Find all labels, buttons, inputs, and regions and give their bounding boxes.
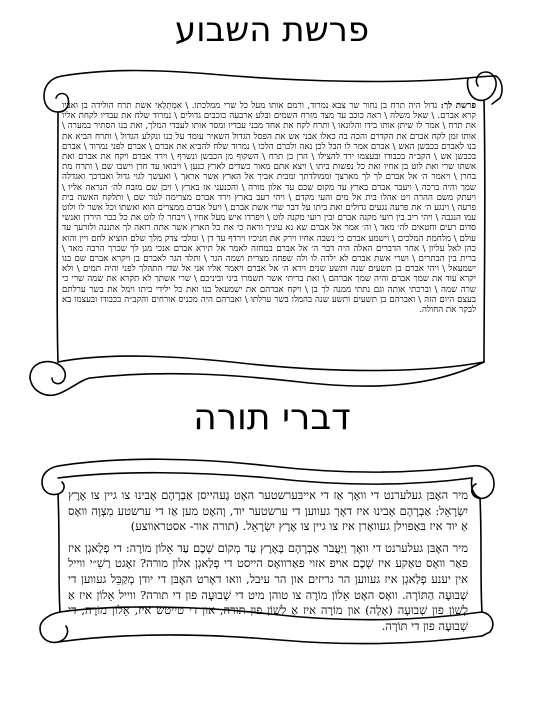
- bottom-section-body: [68, 488, 468, 633]
- bottom-section-paragraph-2: מיר האָבּן געלערנט די וואָך וַיַּעֲבֹר אַבְרָהָם בָּאָרֶץ עַד מְקוֹם שְׁכֶם עַד אֵלוֹן מוֹרֶה: די פְלַאגְן איז פאַר וואָס טאַקע איז שְׁכֶם אויפ אזוי פאַרוואָס הייסט די פְלַאגְן אלון מורה? זאָגט רַשִׁ״י ווייל אין יענע פְלַאגְן איז געווען הר גריזים און הר עיבל, וואו דאָרט האָבּן די יודן מְקַבֵּל געווען די שְׁבוּעָה הַתּוֹרָה. וואָס האָט אֵלוֹן מוֹרֶה צו טוהן מיט די שְׁבוּעָה פון די תורה? ווייל אֵלוֹן איז אַ לָשׁוֹן פון שְׁבוּעָה (אָלָה) און מוֹרֶה איז אַ לָשׁוֹן פון תורה, און די טייטש איז, אֵלוֹן מוֹרֶה, די שְׁבוּעָה פון די תּוֹרָה.: [68, 540, 468, 633]
- top-section-lead: פרשת לך:: [440, 101, 476, 111]
- top-section-text: גדול היה תרח בן נחור שר צבא נמרוד, ורמם אותו מעל כל שרי ממלכתו. \ אִמְתְלַאִי אשת תרח הולידה בן ואביו קרא אברם. \ שאל משלה \ ראה כוכב עד מצד מזרח השמים ובלע ארבעה כוכבים גדולים \ נמרוד שלח את עבדיו לקחת אליו את תרח \ אמר לו שיתן אותו בידו והלונאו \ ותרח לקח את אחד מבני עבדיו ומסר אותו לעבדי המלך, ואת בנו הסתיר במערה \ אותו זמן לקח אברם את הקדרם והכה בה כאלו אבני אש את הפסל הגדול השאיר עומד על כנו ונקלע הגדול \ ותרח הביא את בנו לאברם בכבשן האש \ אברם אמר לו הבל לכן נאה ולכרם הלכו \ נמרוד שלח להביא את אברם \ אברם לפני נמרוד \ אברם בכבשן אש \ הקב״ה בכבודו ובעצמו ירד להצילו \ הרן בן תרח \ השקוף מן הכבשן ונשרף \ וירד אברם ויקח את אברם ואת אשתו שרי ואת לוט בן אחיו ואת כל נפשות ביתו \ ויצא אתם מאור כשדים לארץ כנען \ ויבואו עד חרן וישבו שם \ ותרח מת בחרן \ ויאמר ה׳ אל אברם לך לך מארצך וממולדתך ומבית אביך אל הארץ אשר אראך \ ואעשך לגוי גדול ואברכך ואגדלה שמך והיה ברכה \ ויעבר אברם בארץ עד מקום שכם עד אלון מורה \ והכנעני אז בארץ \ ויבן שם מזבח לה׳ הנראה אליו \ ויעתק משם ההרה ויט אהלו בית אל מים והעי מקדם \ ויהי רעב בארץ וירד אברם מצרימה לגור שם \ ותלקח האשה בית פרעה \ וינגע ה׳ את פרעה נגעים גדולים ואת ביתו על דבר שרי אשת אברם \ ויעל אברם ממצרים הוא ואשתו וכל אשר לו ולוט עמו הנגבה \ ויהי ריב בין רועי מקנה אברם ובין רועי מקנה לוט \ ויפרדו איש מעל אחיו \ ויבחר לו לוט את כל ככר הירדן ואנשי סדום רעים וחטאים לה׳ מאד \ וה׳ אמר אל אברם שא נא עיניך וראה כי את כל הארץ אשר אתה רואה לך אתננה ולזרעך עד עולם \ מלחמת המלכים \ וישמע אברם כי נשבה אחיו וירק את חניכיו וירדף עד דן \ ומלכי צדק מלך שלם הוציא לחם ויין והוא כהן לאל עליון \ אחר הדברים האלה היה דבר ה׳ אל אברם במחזה לאמר אל תירא אברם אנכי מגן לך שכרך הרבה מאד \ ברית בין הבתרים \ ושרי אשת אברם לא ילדה לו ולה שפחה מצרית ושמה הגר \ ותלד הגר לאברם בן ויקרא אברם שם בנו ישמעאל \ ויהי אברם בן תשעים שנה ותשע שנים וירא ה׳ אל אברם ויאמר אליו אני אל שדי התהלך לפני והיה תמים \ ולא יקרא עוד את שמך אברם והיה שמך אברהם \ זאת בריתי אשר תשמרו ביני וביניכם \ שרי אשתך לא תקרא את שמה שרי כי שרה שמה \ וברכתי אותה וגם נתתי ממנה לך בן \ ויקח אברהם את ישמעאל בנו ואת כל ילידי ביתו וימל את בשר ערלתם בעצם היום הזה \ ואברהם בן תשעים ותשע שנה בהמלו בשר ערלתו \ ואברהם היה מכניס אורחים והקב״ה בכבודו ובעצמו בא לבקר את החולה.: [62, 101, 476, 316]
- bottom-section-paragraph-1: מיר האָבּן געלערנט די וואָך אַז די אייבּערשטער האָט גֶעהייסן אַבְרָהָם אָבינוּ צו גיין צו אֶרֶץ יִשְׂרָאֵל: אַבְרָהָם אָבינוּ איז דאָך געווען די ערשטער יוד, וָהאָט מען אַז די ערשטע מִצְוָה וואָס אַ יוד איז בּאַפוילן געוואָרן איז צו גיין צו אֶרֶץ יִשְׂרָאֵל. (תורה אור- אסטראווצע): [68, 488, 468, 534]
- bottom-section-title: דברי תורה: [193, 397, 351, 438]
- top-section-title: פרשת השבוע: [174, 10, 370, 50]
